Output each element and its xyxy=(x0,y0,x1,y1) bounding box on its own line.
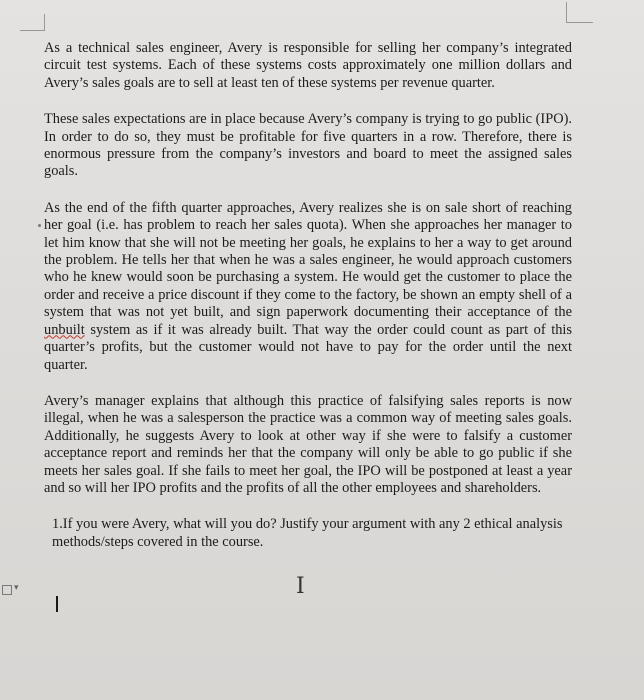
spellcheck-flagged-word[interactable]: unbuilt xyxy=(44,321,85,338)
text-insertion-caret xyxy=(56,596,58,612)
gutter-control[interactable] xyxy=(0,583,22,595)
document-body[interactable] xyxy=(44,40,572,570)
paragraph-2[interactable]: These sales expectations are in place because Avery’s company is trying to go public (IPO). In order to do so, they must be profitable for five quarters in a row. Therefore, there is enormous pressure from the company’s investors and board to meet the assigned sales goals. xyxy=(44,111,572,180)
paragraph-1[interactable]: As a technical sales engineer, Avery is responsible for selling her company’s integrated circuit test systems. Each of these systems costs approximately one million dollars and Avery’s sales goals are to sell at least ten of these systems per revenue quarter. xyxy=(44,40,572,91)
margin-corner-mark-left xyxy=(20,14,45,31)
chevron-down-icon: ▾ xyxy=(14,583,19,593)
question-text[interactable]: 1.If you were Avery, what will you do? Justify your argument with any 2 ethical analysis methods/steps covered in the course. xyxy=(52,516,563,550)
paragraph-3-text-b: system as if it was already built. That way the order could count as part of this quarter’s profits, but the customer would not have to pay for the order until the next quarter. xyxy=(44,321,572,373)
mouse-ibeam-cursor-icon: I xyxy=(296,574,305,599)
gutter-square-icon xyxy=(2,585,12,595)
margin-corner-mark-right xyxy=(566,2,593,23)
paragraph-marker xyxy=(38,224,41,227)
paragraph-4[interactable]: Avery’s manager explains that although this practice of falsifying sales reports is now illegal, when he was a salesperson the practice was a common way of meeting sales goals. Additionally, he suggests Avery to look at other way if she were to falsify a customer acceptance report and reminds her that the company will only be able to go public if she meets her sales goal. If she fails to meet her goal, the IPO will be postponed at least a year and so will her IPO profits and the profits of all the other employees and shareholders. xyxy=(44,392,572,496)
paragraph-3-text-a: As the end of the fifth quarter approaches, Avery realizes she is on sale short of reaching her goal (i.e. has problem to reach her sales quota). When she approaches her manager to let him know that she will not be meeting her goals, he explains to her a way to get around the problem. He tells her that when he was a sales engineer, he would approach customers who he knew would soon be purchasing a system. He would get the customer to place the order and receive a price discount if they come to the factory, be shown an empty shell of a system that was not yet built, and sign paperwork documenting their acceptance of the xyxy=(44,199,572,321)
paragraph-3[interactable] xyxy=(44,200,572,374)
